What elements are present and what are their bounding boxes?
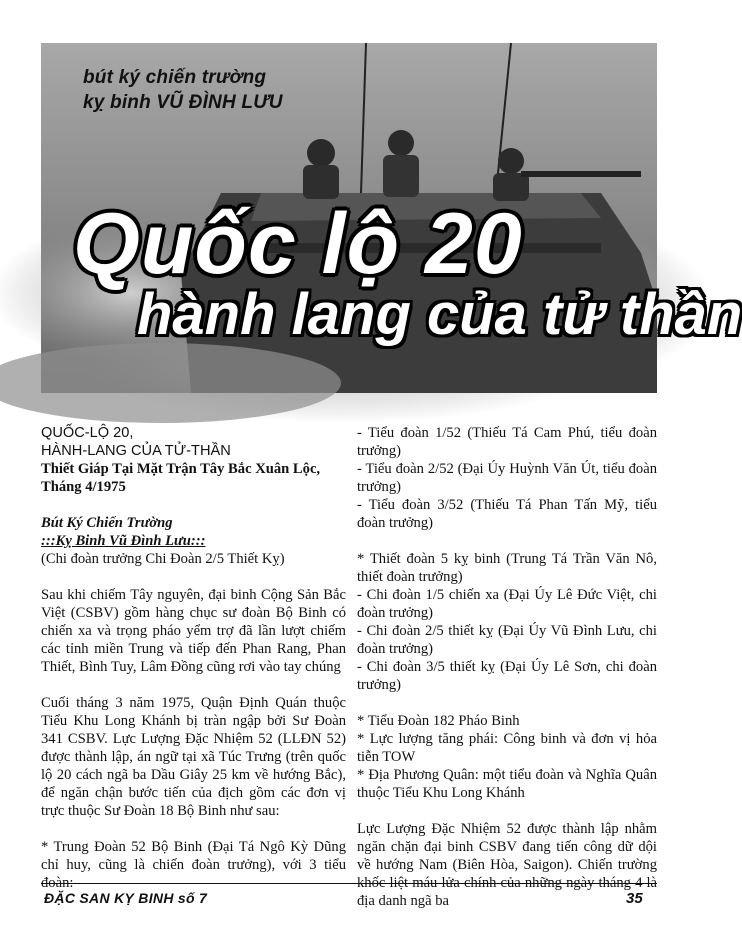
byline-genre: bút ký chiến trường (83, 67, 267, 88)
list-item: - Chi đoàn 2/5 thiết kỵ (Đại Úy Vũ Đình Lưu, chi đoàn trưởng) (357, 623, 657, 657)
hero-title-sub: hành lang của tử thần (137, 282, 742, 347)
article-heading-line-1: QUỐC-LỘ 20, (41, 425, 134, 441)
paragraph-3: * Trung Đoàn 52 Bộ Binh (Đại Tá Ngô Kỳ Dũng chỉ huy, cũng là chiến đoàn trưởng), với 3 tiểu đoàn: (41, 839, 346, 891)
left-column (41, 424, 346, 892)
list-item: - Chi đoàn 3/5 thiết kỵ (Đại Úy Lê Sơn, chi đoàn trưởng) (357, 659, 657, 693)
paragraph-end: Lực Lượng Đặc Nhiệm 52 được thành lập nhằm ngăn chặn đại binh CSBV đang tiến công dữ dội về hướng Nam (Biên Hòa, Saigon). Chiến trường khốc liệt máu lửa chính của những ngày tháng 4 là địa danh ngã ba (357, 821, 657, 909)
list-item: * Tiểu Đoàn 182 Pháo Binh (357, 713, 520, 729)
list-item: - Tiểu đoàn 3/52 (Thiếu Tá Phan Tấn Mỹ, tiểu đoàn trưởng) (357, 497, 657, 531)
footer-divider (41, 883, 657, 884)
list-item: * Thiết đoàn 5 kỵ binh (Trung Tá Trần Văn Nô, thiết đoàn trưởng) (357, 551, 657, 585)
article-genre: Bút Ký Chiến Trường (41, 515, 173, 531)
paragraph-1: Sau khi chiếm Tây nguyên, đại binh Cộng Sản Bắc Việt (CSBV) gồm hàng chục sư đoàn Bộ Binh có chiến xa và trọng pháo yểm trợ đã lần lượt chiếm các tỉnh miền Trung và tiếp đến Phan Rang, Phan Thiết, Bình Tuy, Lâm Đồng cũng rơi vào tay chúng (41, 587, 346, 675)
footer-page-number: 35 (626, 890, 643, 907)
list-item: * Lực lượng tăng phái: Công binh và đơn vị hỏa tiễn TOW (357, 731, 657, 765)
article-subheading: Thiết Giáp Tại Mặt Trận Tây Bắc Xuân Lộc, Tháng 4/1975 (41, 461, 321, 495)
article-author: :::Kỵ Binh Vũ Đình Lưu::: (41, 533, 206, 549)
byline-author: kỵ binh VŨ ĐÌNH LƯU (83, 92, 283, 113)
footer-publication: ĐẶC SAN KỴ BINH số 7 (44, 890, 208, 906)
list-item: - Chi đoàn 1/5 chiến xa (Đại Úy Lê Đức Việt, chi đoàn trưởng) (357, 587, 657, 621)
list-item: * Địa Phương Quân: một tiểu đoàn và Nghĩa Quân thuộc Tiểu Khu Long Khánh (357, 767, 657, 801)
hero-photo (41, 43, 742, 393)
right-column (357, 424, 657, 910)
list-item: - Tiểu đoàn 2/52 (Đại Úy Huỳnh Văn Út, tiểu đoàn trưởng) (357, 461, 657, 495)
article-author-role: (Chi đoàn trưởng Chi Đoàn 2/5 Thiết Kỵ) (41, 551, 285, 567)
article-heading-line-2: HÀNH-LANG CỦA TỬ-THẦN (41, 443, 231, 459)
list-item: - Tiểu đoàn 1/52 (Thiếu Tá Cam Phú, tiểu đoàn trưởng) (357, 425, 657, 459)
paragraph-2: Cuối tháng 3 năm 1975, Quận Định Quán thuộc Tiểu Khu Long Khánh bị tràn ngập bởi Sư Đoàn 341 CSBV. Lực Lượng Đặc Nhiệm 52 (LLĐN 52) được thành lập, án ngữ tại xã Túc Trưng (trên quốc lộ 20 cách ngã ba Dầu Giây 25 km về hướng Bắc), để ngăn chận bước tiến của địch gồm các đơn vị trực thuộc Sư Đoàn 18 Bộ Binh như sau: (41, 695, 346, 819)
hero-title-main: Quốc lộ 20 (73, 196, 523, 292)
